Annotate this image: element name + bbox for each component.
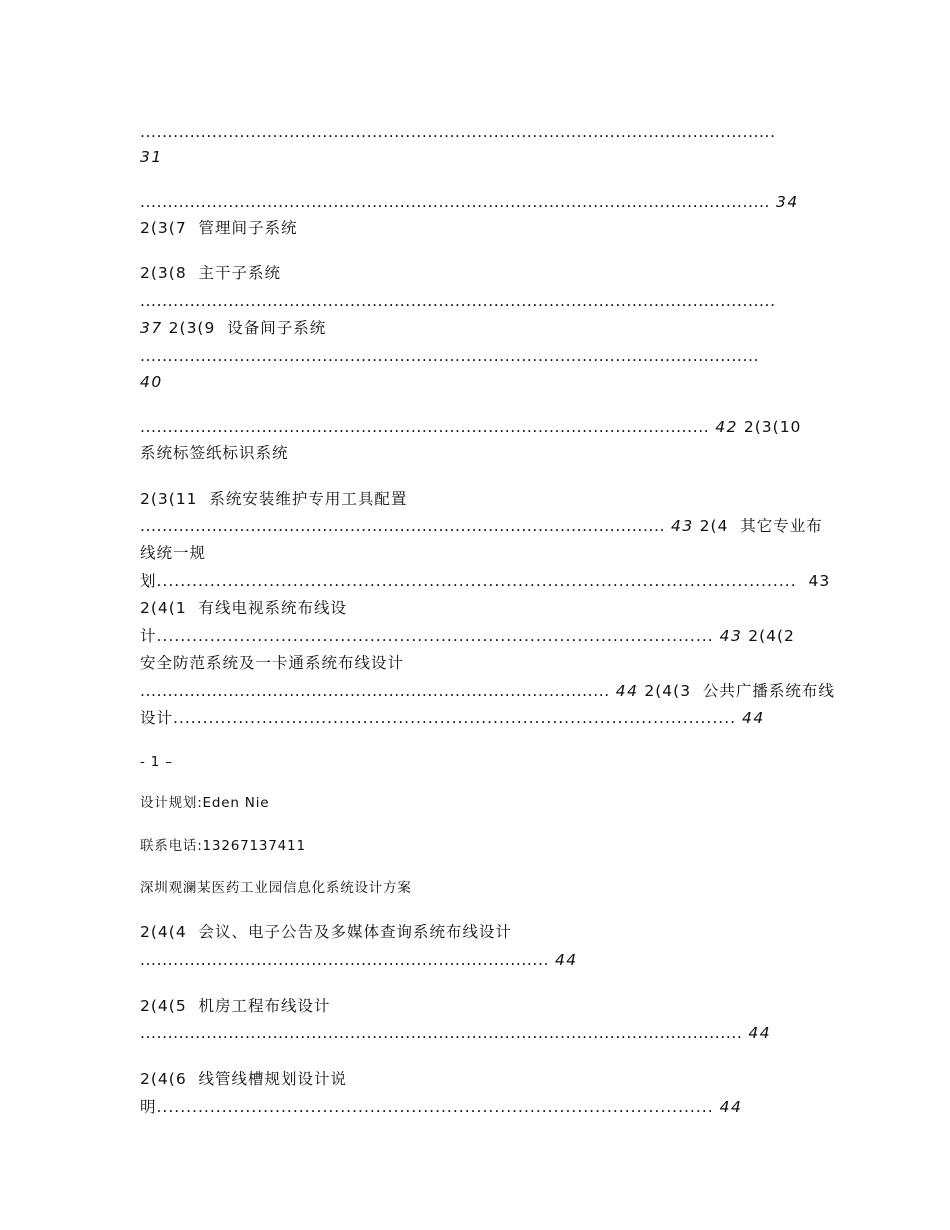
toc-leader-line: ................................................................................................................... <box>140 292 776 310</box>
toc-entry: 划............................................................................................................ 43 <box>140 572 831 590</box>
toc-entry: 2(3(8 主干子系统 <box>140 264 282 282</box>
toc-entry: 2(3(7 管理间子系统 <box>140 219 298 237</box>
toc-entry: 系统标签纸标识系统 <box>140 444 289 462</box>
toc-entry: 设计............................................................................................... 44 <box>140 709 765 727</box>
document-title: 深圳观澜某医药工业园信息化系统设计方案 <box>140 880 412 896</box>
toc-leader-line: ................................................................................................................... <box>140 123 776 141</box>
toc-entry: 2(4(1 有线电视系统布线设 <box>140 599 348 617</box>
toc-entry: ..................................................................................... 44 2(4(3 公共广播系统布线 <box>140 682 835 700</box>
toc-entry: ....................................................................................................... 42 2(3(10 <box>140 418 802 436</box>
toc-entry: 2(4(6 线管线槽规划设计说 <box>140 1070 348 1088</box>
toc-entry: 2(4(5 机房工程布线设计 <box>140 997 331 1015</box>
toc-entry: 2(3(11 系统安装维护专用工具配置 <box>140 490 408 508</box>
toc-entry: 37 2(3(9 设备间子系统 <box>140 319 327 337</box>
phone-line: 联系电话:13267137411 <box>140 838 306 854</box>
toc-page-number: 31 <box>140 148 163 166</box>
toc-entry: .................................................................................................................. 34 <box>140 193 799 211</box>
toc-entry: .......................................................................... 44 <box>140 951 578 969</box>
toc-entry: 明.............................................................................................. 44 <box>140 1098 743 1116</box>
toc-entry: ............................................................................................................. 44 <box>140 1024 772 1042</box>
toc-leader-line: ................................................................................................................ <box>140 347 760 365</box>
designer-line: 设计规划:Eden Nie <box>140 795 270 811</box>
toc-entry: 2(4(4 会议、电子公告及多媒体查询系统布线设计 <box>140 923 513 941</box>
page-number: - 1 – <box>140 754 173 770</box>
toc-entry: ............................................................................................... 43 2(4 其它专业布 <box>140 517 823 535</box>
toc-entry: 安全防范系统及一卡通系统布线设计 <box>140 654 405 672</box>
toc-page-number: 40 <box>140 373 163 391</box>
toc-entry: 计.............................................................................................. 43 2(4(2 <box>140 627 795 645</box>
toc-entry: 线统一规 <box>140 544 207 562</box>
